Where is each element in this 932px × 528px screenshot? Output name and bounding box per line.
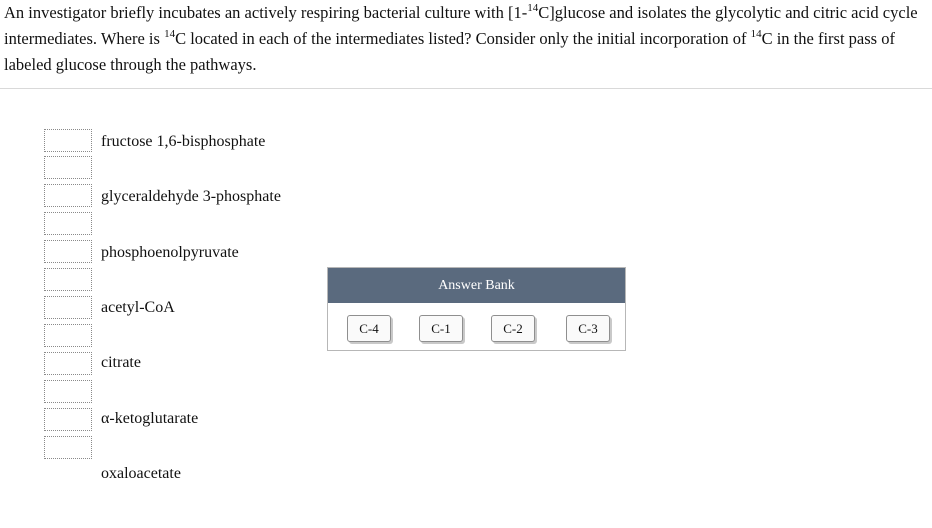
drop-target[interactable] [44, 184, 92, 207]
drop-target[interactable] [44, 212, 92, 235]
question-text: An investigator briefly incubates an actively respiring bacterial culture with [1-$^{14}$C]glucose and isolates the glycolytic and citric acid cycle intermediates. Where is $^{14}$C located in each of the intermediates listed? Consider only the initial incorporation of $^{14}$C in the first pass of labeled glucose through the pathways. [4, 1, 918, 74]
answer-chip-c2[interactable]: C-2 [491, 315, 535, 342]
answer-chip-c1[interactable]: C-1 [419, 315, 463, 342]
item-label-alpha-ketoglutarate: α-ketoglutarate [101, 410, 199, 427]
drop-target[interactable] [44, 408, 92, 431]
item-label-oxaloacetate: oxaloacetate [101, 465, 181, 482]
item-label-glyceraldehyde-phosphate: glyceraldehyde 3-phosphate [101, 188, 281, 205]
item-label-phosphoenolpyruvate: phosphoenolpyruvate [101, 244, 239, 261]
answer-chip-c4[interactable]: C-4 [347, 315, 391, 342]
drop-target[interactable] [44, 129, 92, 152]
item-label-citrate: citrate [101, 354, 141, 371]
drop-target[interactable] [44, 324, 92, 347]
answer-chip-c3[interactable]: C-3 [566, 315, 610, 342]
item-label-acetyl-coa: acetyl-CoA [101, 299, 175, 316]
drop-target[interactable] [44, 268, 92, 291]
question-divider [0, 88, 932, 89]
drop-target[interactable] [44, 240, 92, 263]
answer-bank [327, 267, 626, 351]
item-label-fructose-bisphosphate: fructose 1,6-bisphosphate [101, 133, 266, 150]
drop-target[interactable] [44, 296, 92, 319]
drop-target[interactable] [44, 436, 92, 459]
drop-target[interactable] [44, 156, 92, 179]
drop-target[interactable] [44, 380, 92, 403]
drop-target[interactable] [44, 352, 92, 375]
answer-bank-title: Answer Bank [328, 268, 625, 303]
